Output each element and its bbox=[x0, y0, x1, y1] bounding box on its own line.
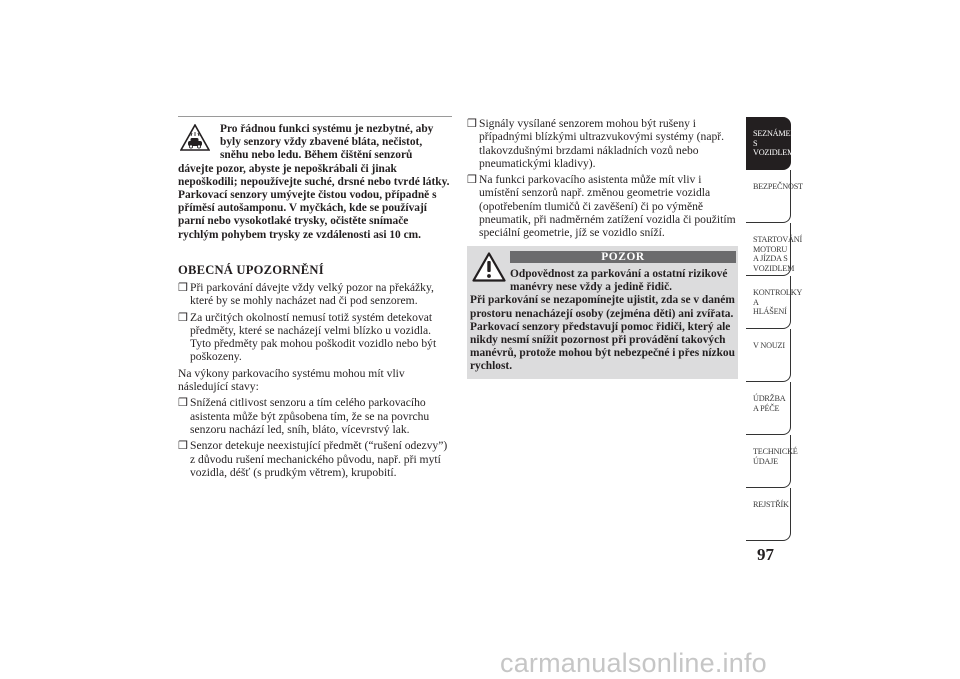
right-column bbox=[467, 117, 739, 243]
list-item: ❒ Při parkování dávejte vždy velký pozor na překážky, které by se mohly nacházet nad či pod senzorem. bbox=[178, 281, 434, 308]
checkbox-bullet-icon: ❒ bbox=[467, 118, 477, 130]
tab-startovani[interactable]: STARTOVÁNÍ MOTORU A JÍZDA S VOZIDLEM bbox=[746, 223, 791, 276]
list-item: ❒ Senzor detekuje neexistující předmět (“rušení odezvy”) z důvodu rušení mechanického původu, např. při mytí vozidla, déšť (s prudkým větrem), krupobití. bbox=[178, 439, 448, 479]
section-title: OBECNÁ UPOZORNĚNÍ bbox=[178, 263, 324, 277]
list-item: ❒ Za určitých okolností nemusí totiž systém detekovat předměty, které se nacházejí velmi blízko u vozidla. Tyto předměty pak mohou poškodit vozidlo nebo být poškozeny. bbox=[178, 310, 437, 364]
note-top-rule bbox=[178, 116, 452, 117]
note-first-lines: Pro řádnou funkci systému je nezbytné, aby byly senzory vždy zbavené bláta, nečistot, sněhu nebo ledu. Během čištění senzorů bbox=[220, 123, 434, 162]
note-text bbox=[178, 123, 450, 242]
warning-first-lines: Odpovědnost za parkování a ostatní rizikové manévry nese vždy a jedině řidič. bbox=[510, 268, 728, 294]
tab-technicke-udaje[interactable]: TECHNICKÉ ÚDAJE bbox=[746, 435, 791, 488]
page-number: 97 bbox=[757, 545, 774, 564]
checkbox-bullet-icon: ❒ bbox=[178, 282, 188, 294]
checkbox-bullet-icon: ❒ bbox=[178, 397, 188, 410]
list-item: ❒ Na funkci parkovacího asistenta může mít vliv i umístění senzorů např. změnou geometrie vozidla (opotřebením tlumičů či zavěšení) či po výměně pneumatik, při nadměrném zatížení vozidla či použitím speciální geometrie, jíž se vozidlo sníží. bbox=[467, 173, 736, 240]
checkbox-bullet-icon: ❒ bbox=[178, 311, 188, 324]
warning-rest: Při parkování se nezapomínejte ujistit, zda se v daném prostoru nenacházejí osoby (zejména děti) ani zvířata. Parkovací senzory představují pomoc řidiči, který ale nikdy nesmí snížit pozornost při provádění takových manévrů, protože mohou být nebezpečné i přes nízkou rychlost. bbox=[470, 294, 735, 373]
left-column bbox=[178, 281, 452, 482]
warning-text bbox=[470, 268, 736, 374]
list-item: ❒ Signály vysílané senzorem mohou být rušeny i případnými blízkými ultrazvukovými systémy (např. tlakovzdušnými brzdami nákladních vozů nebo pneumatickými kladivy). bbox=[467, 117, 725, 170]
tab-rejstrik[interactable]: REJSTŘÍK bbox=[746, 488, 791, 541]
watermark: carmanualsonline.info bbox=[500, 648, 767, 678]
paragraph: Na výkony parkovacího systému mohou mít vliv následující stavy: bbox=[178, 366, 405, 394]
list-item: ❒ Snížená citlivost senzoru a tím celého parkovacího asistenta může být způsobena tím, že se na povrchu senzoru nachází led, sníh, bláto, vícevrstvý lak. bbox=[178, 396, 430, 436]
tab-v-nouzi[interactable]: V NOUZI bbox=[746, 329, 791, 382]
warning-heading: POZOR bbox=[510, 251, 736, 263]
chapter-tabs bbox=[746, 117, 803, 541]
note-rest: dávejte pozor, abyste je nepoškrábali či jinak nepoškodili; nepoužívejte suché, drsné nebo tvrdé látky. Parkovací senzory umývejte čistou vodou, případně s příměsí autošamponu. V myčkách, kde se používají parní nebo vysokotlaké trysky, očistěte snímače rychlým pohybem trysky ze vzdálenosti asi 10 cm. bbox=[178, 162, 450, 241]
tab-bezpecnost[interactable]: BEZPEČNOST bbox=[746, 170, 791, 223]
tab-seznameni-s-vozidlem[interactable]: SEZNÁMENÍ S VOZIDLEM bbox=[746, 117, 791, 170]
tab-kontrolky[interactable]: KONTROLKY A HLÁŠENÍ bbox=[746, 276, 791, 329]
tab-udrzba[interactable]: ÚDRŽBA A PÉČE bbox=[746, 382, 791, 435]
checkbox-bullet-icon: ❒ bbox=[467, 174, 477, 187]
checkbox-bullet-icon: ❒ bbox=[178, 440, 188, 453]
